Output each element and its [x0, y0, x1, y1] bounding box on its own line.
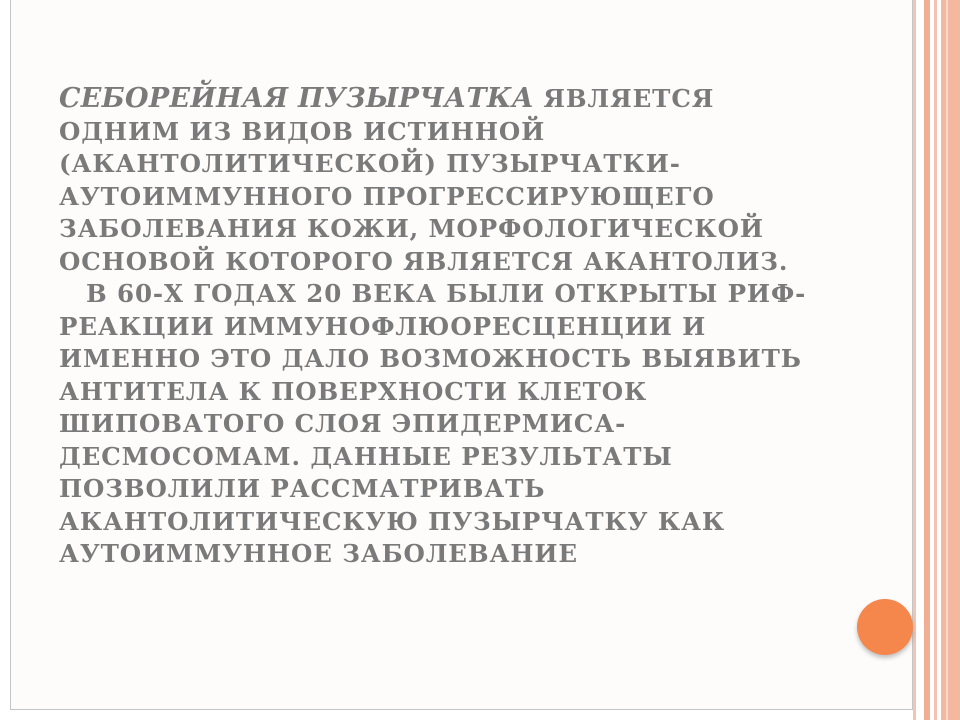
text-line: ДЕСМОСОМАМ. ДАННЫЕ РЕЗУЛЬТАТЫ	[59, 441, 673, 471]
text-line: АУТОИММУННОЕ ЗАБОЛЕВАНИЕ	[59, 539, 578, 568]
text-line: ИМЕННО ЭТО ДАЛО ВОЗМОЖНОСТЬ ВЫЯВИТЬ	[59, 344, 802, 373]
stripe-highlight	[946, 0, 948, 720]
text-line: ШИПОВАТОГО СЛОЯ ЭПИДЕРМИСА-	[59, 409, 627, 438]
text-fragment: ЯВЛЯЕТСЯ	[534, 84, 715, 113]
lead-term: СЕБОРЕЙНАЯ ПУЗЫРЧАТКА	[59, 83, 534, 114]
text-line: АКАНТОЛИТИЧЕСКУЮ ПУЗЫРЧАТКУ КАК	[59, 506, 726, 536]
decorative-circle	[857, 599, 913, 655]
text-line	[59, 83, 809, 116]
text-line: РЕАКЦИИ ИММУНОФЛЮОРЕСЦЕНЦИИ И	[59, 311, 707, 341]
stripe	[934, 0, 937, 720]
text-line: ПОЗВОЛИЛИ РАССМАТРИВАТЬ	[59, 474, 546, 503]
text-line: ЗАБОЛЕВАНИЯ КОЖИ, МОРФОЛОГИЧЕСКОЙ	[59, 214, 764, 243]
text-line: (АКАНТОЛИТИЧЕСКОЙ) ПУЗЫРЧАТКИ-	[59, 149, 681, 178]
text-line: В 60-Х ГОДАХ 20 ВЕКА БЫЛИ ОТКРЫТЫ РИФ-	[86, 279, 807, 308]
text-line: АНТИТЕЛА К ПОВЕРХНОСТИ КЛЕТОК	[59, 376, 648, 406]
stripe	[941, 0, 960, 720]
text-line: АУТОИММУННОГО ПРОГРЕССИРУЮЩЕГО	[59, 181, 715, 211]
decorative-stripes	[913, 0, 960, 720]
slide-body-text	[59, 83, 809, 571]
text-line: ОДНИМ ИЗ ВИДОВ ИСТИННОЙ	[59, 116, 546, 146]
text-line: ОСНОВОЙ КОТОРОГО ЯВЛЯЕТСЯ АКАНТОЛИЗ.	[59, 246, 789, 276]
stripe	[913, 0, 916, 720]
stripe	[924, 0, 930, 720]
